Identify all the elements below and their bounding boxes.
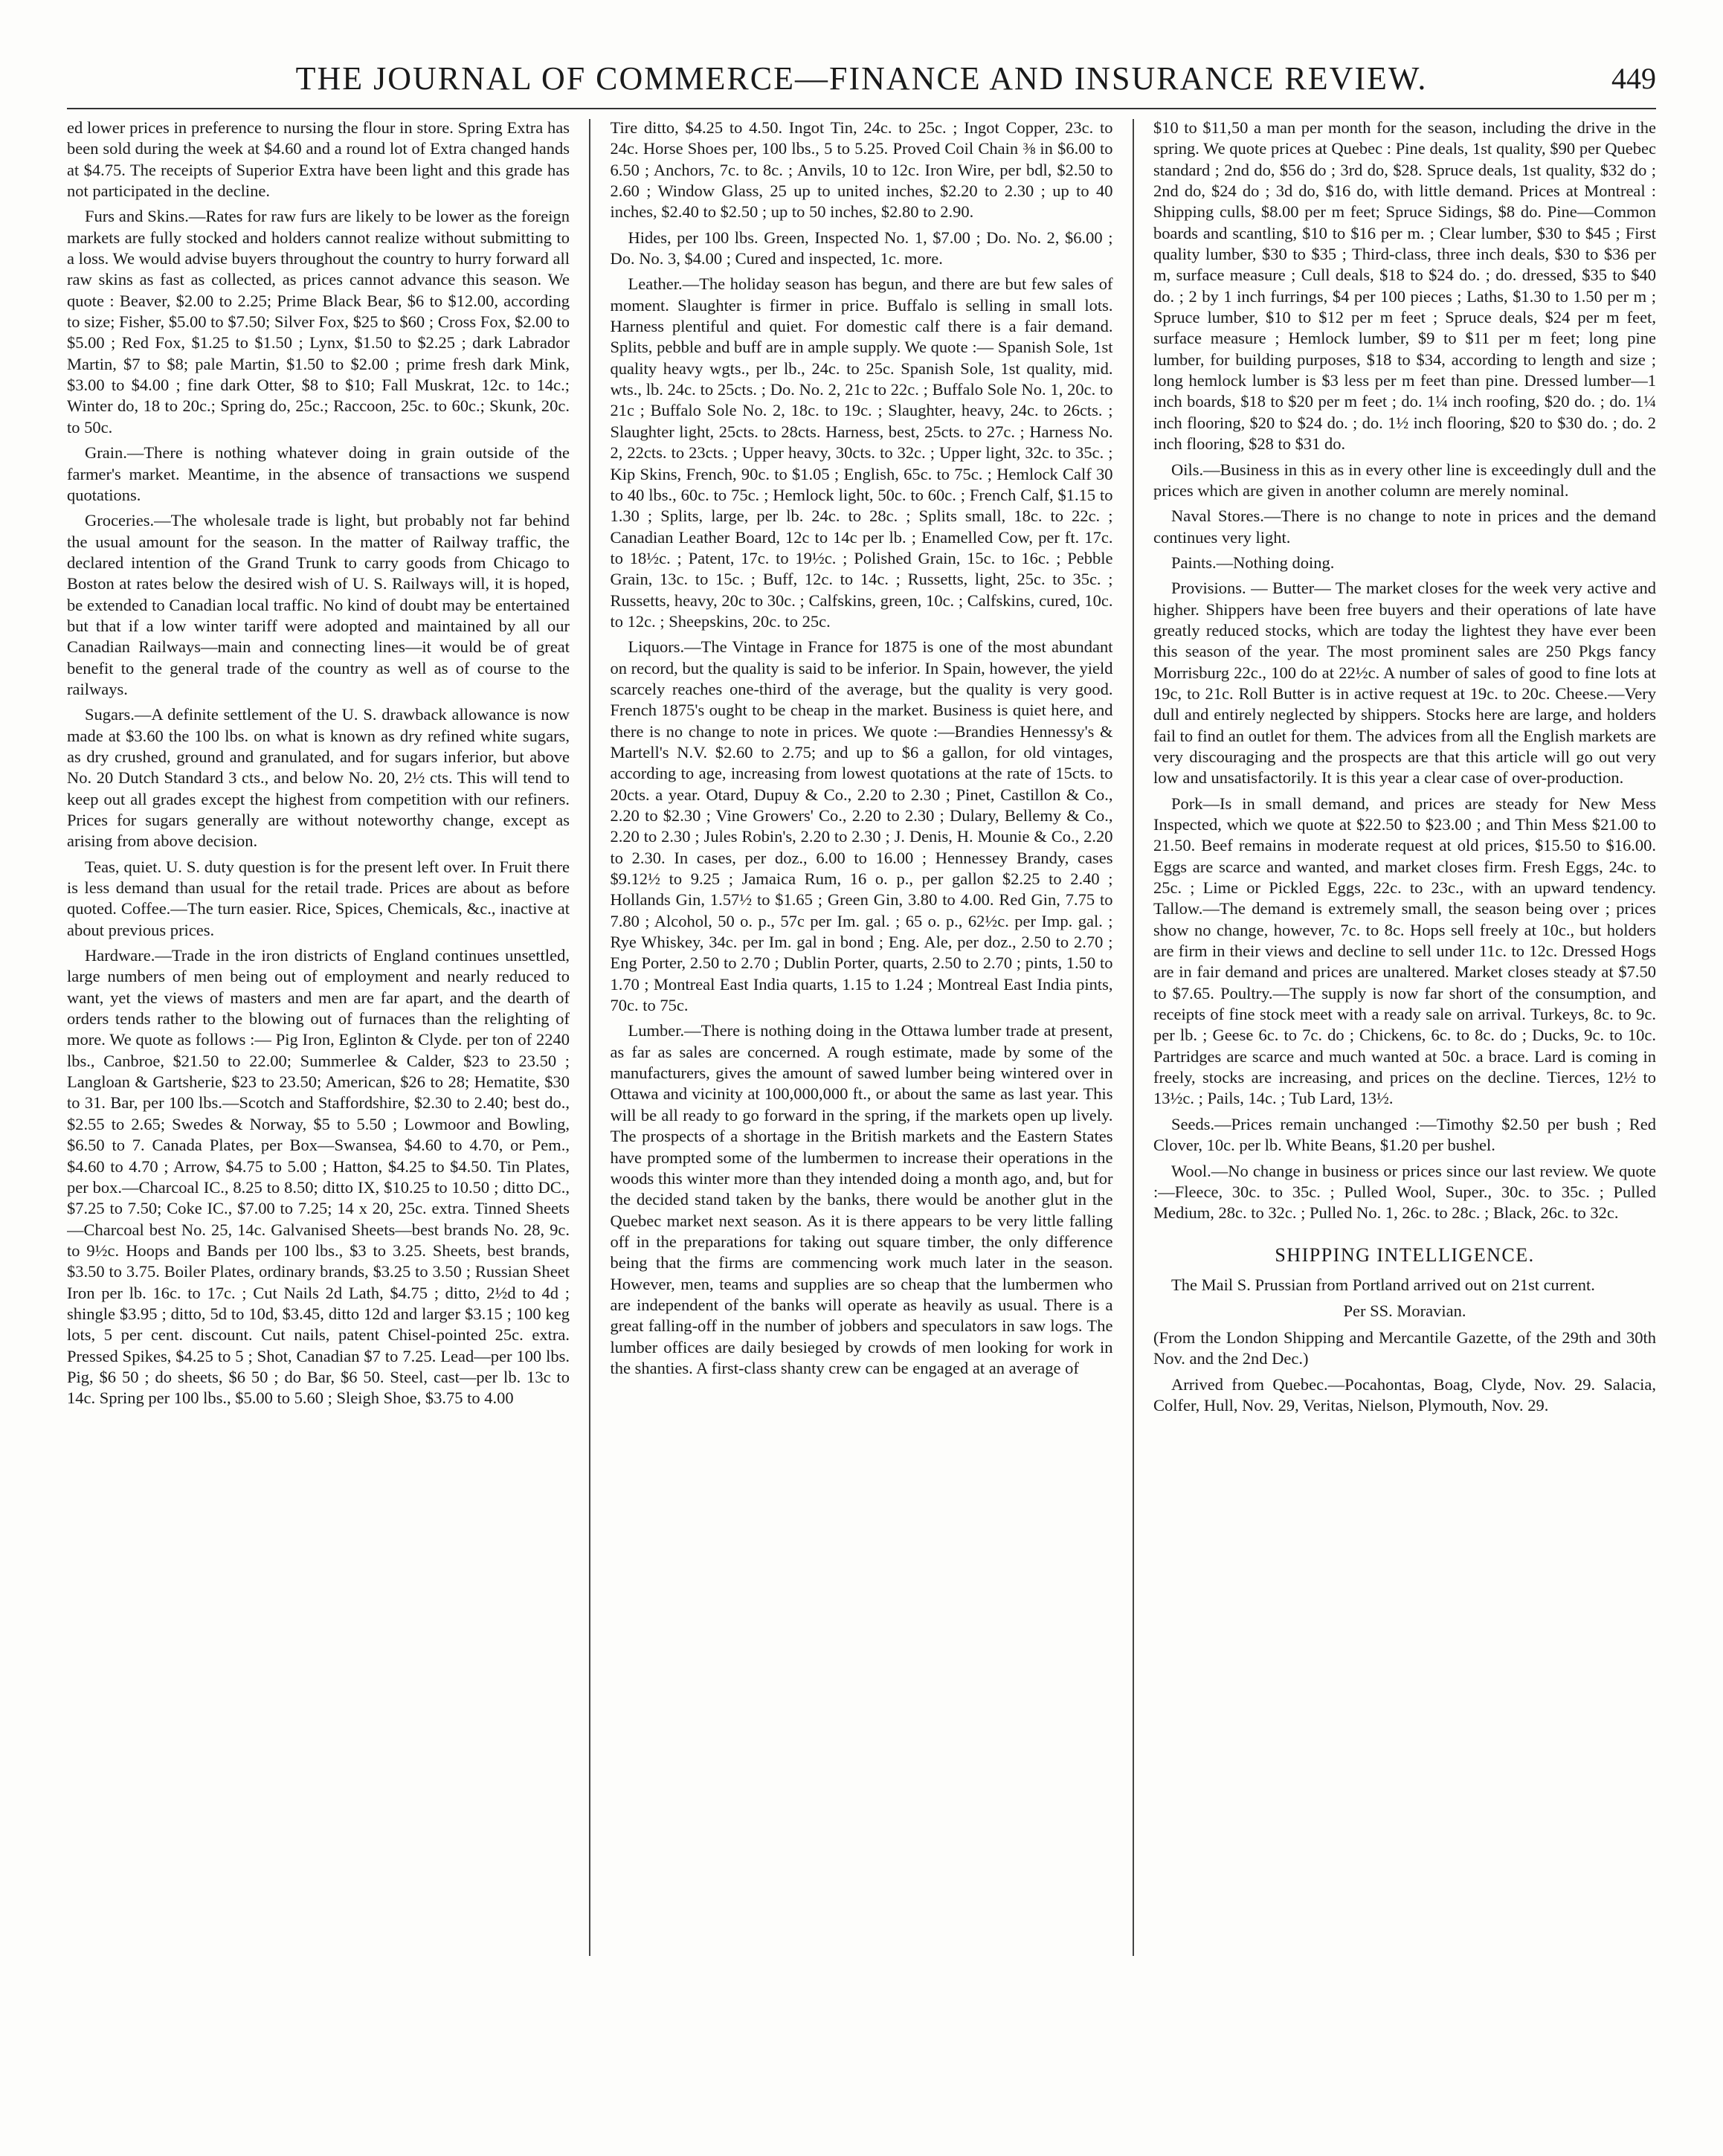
paragraph-sugars: Sugars.—A definite settlement of the U. S. drawback allowance is now made at $3.60 the 100 lbs. on what is known as dry refined white sugars, as dry crushed, ground and granulated, and for sugars inferior, but above No. 20 Dutch Standard 3 cts., and below No. 20, 2½ cts. This will tend to keep out all grades except the highest from competition with our refiners. Prices for sugars generally are without noteworthy change, except as arising from above decision. xyxy=(67,705,570,851)
paragraph-hides: Hides, per 100 lbs. Green, Inspected No. 1, $7.00 ; Do. No. 2, $6.00 ; Do. No. 3, $4.00 ; Cured and inspected, 1c. more. xyxy=(610,228,1113,268)
paragraph-grain: Grain.—There is nothing whatever doing in grain outside of the farmer's market. Meantime, in the absence of transactions we suspend quotations. xyxy=(67,443,570,504)
paragraph-provisions: Provisions. — Butter— The market closes for the week very active and higher. Shippers have been free buyers and their operations of late have greatly reduced stocks, which are today the lightest they have ever been this season of the year. The most prominent sales are 250 Pkgs fancy Morrisburg 22c., 100 do at 22½c. A number of sales of good to fine lots at 19c, to 21c. Roll Butter is in active request at 19c. to 20c. Cheese.—Very dull and entirely neglected by shippers. Stocks here are large, and holders fail to find an outlet for them. The advices from all the English markets are very discouraging and the prospects are that this article will go out very low and unsatisfactorily. It is this year a clear case of over-production. xyxy=(1153,579,1656,788)
shipping-per-ship: Per SS. Moravian. xyxy=(1343,1301,1466,1320)
article-columns xyxy=(67,118,1656,2051)
paragraph-wool: Wool.—No change in business or prices since our last review. We quote :—Fleece, 30c. to 35c. ; Pulled Wool, Super., 30c. to 35c. ; Pulled Medium, 28c. to 32c. ; Pulled No. 1, 26c. to 28c. ; Black, 26c. to 32c. xyxy=(1153,1161,1656,1223)
paragraph-pork: Pork—Is in small demand, and prices are steady for New Mess Inspected, which we quote at $22.50 to $23.00 ; and Thin Mess $21.00 to 21.50. Beef remains in moderate request at old prices, $15.50 to $16.00. Eggs are scarce and wanted, and market closes firm. Fresh Eggs, 24c. to 25c. ; Lime or Pickled Eggs, 22c. to 23c., with an upward tendency. Tallow.—The demand is extremely small, the season being over ; prices show no change, however, 7c. to 8c. Hops sell freely at 10c., but holders are firm in their views and decline to sell under 11c. to 12c. Dressed Hogs are in fair demand and prices are unaltered. Market closes steady at $7.50 to $7.65. Poultry.—The supply is now far short of the consumption, and receipts of fine stock meet with a ready sale on arrival. Turkeys, 8c. to 9c. per lb. ; Geese 6c. to 7c. do ; Chickens, 6c. to 8c. do ; Ducks, 9c. to 10c. Partridges are scarce and much wanted at 50c. a brace. Lard is coming in freely, stocks are increasing, and prices on the decline. Tierces, 12½ to 13½c. ; Pails, 14c. ; Tub Lard, 13½. xyxy=(1153,794,1656,1108)
paragraph-seeds: Seeds.—Prices remain unchanged :—Timothy $2.50 per bush ; Red Clover, 10c. per lb. White Beans, $1.20 per bushel. xyxy=(1153,1114,1656,1155)
column-divider xyxy=(1133,119,1134,1956)
paragraph-paints: Paints.—Nothing doing. xyxy=(1171,553,1335,572)
header-rule xyxy=(67,108,1656,109)
shipping-intro: The Mail S. Prussian from Portland arrived out on 21st current. xyxy=(1171,1275,1595,1295)
paragraph-liquors: Liquors.—The Vintage in France for 1875 is one of the most abundant on record, but the quality is said to be inferior. In Spain, however, the yield scarcely reaches one-third of the average, but the quality is very good. French 1875's ought to be cheap in the market. Business is quiet here, and there is no change to note in prices. We quote :—Brandies Hennessy's & Martell's N.V. $2.60 to 2.75; and up to $6 a gallon, for old vintages, according to age, increasing from lowest quotations at the rate of 15cts. to 20cts. a year. Otard, Dupuy & Co., 2.20 to 2.30 ; Pinet, Castillon & Co., 2.20 to $2.30 ; Vine Growers' Co., 2.20 to 2.30 ; Dulary, Bellemy & Co., 2.20 to 2.30 ; Jules Robin's, 2.20 to 2.30 ; J. Denis, H. Mounie & Co., 2.20 to 2.30. In cases, per doz., 6.00 to 16.00 ; Hennessey Brandy, cases $9.12½ to 9.25 ; Jamaica Rum, 16 o. p., per gallon $2.25 to 2.40 ; Hollands Gin, 1.57½ to $1.65 ; Green Gin, 3.80 to 4.00. Red Gin, 7.75 to 7.80 ; Alcohol, 50 o. p., 57c per Im. gal. ; 65 o. p., 62½c. per Imp. gal. ; Rye Whiskey, 34c. per Im. gal in bond ; Eng. Ale, per doz., 2.50 to 2.70 ; Eng Porter, 2.50 to 2.70 ; Dublin Porter, quarts, 2.50 to 2.70 ; pints, 1.50 to 1.70 ; Montreal East India quarts, 1.15 to 1.24 ; Montreal East India pints, 70c. to 75c. xyxy=(610,637,1113,1015)
paragraph-hardware-continued: Tire ditto, $4.25 to 4.50. Ingot Tin, 24c. to 25c. ; Ingot Copper, 23c. to 24c. Horse Shoes per, 100 lbs., 5 to 5.25. Proved Coil Chain ⅜ in $6.00 to 6.50 ; Anchors, 7c. to 8c. ; Anvils, 10 to 12c. Iron Wire, per bdl, $2.50 to 2.60 ; Window Glass, 25 up to united inches, $2.20 to 2.30 ; up to 40 inches, $2.40 to $2.50 ; up to 50 inches, $2.80 to 2.90. xyxy=(610,118,1113,222)
paragraph-teas: Teas, quiet. U. S. duty question is for the present left over. In Fruit there is less demand than usual for the retail trade. Prices are about as before quoted. Coffee.—The turn easier. Rice, Spices, Chemicals, &c., inactive at about previous prices. xyxy=(67,857,570,939)
column-divider xyxy=(589,119,590,1956)
paragraph-oils: Oils.—Business in this as in every other line is exceedingly dull and the prices which are given in another column are merely nominal. xyxy=(1153,460,1656,500)
paragraph-flour-continued: ed lower prices in preference to nursing the flour in store. Spring Extra has been sold during the week at $4.60 and a round lot of Extra changed hands at $4.75. The receipts of Superior Extra have been light and this grade has not participated in the decline. xyxy=(67,118,570,201)
paragraph-furs-and-skins: Furs and Skins.—Rates for raw furs are likely to be lower as the foreign markets are fully stocked and holders cannot realize without submitting to a loss. We would advise buyers throughout the country to hurry forward all raw skins as fast as collected, as prices cannot advance this season. We quote : Beaver, $2.00 to 2.25; Prime Black Bear, $6 to $12.00, according to size; Fisher, $5.00 to $7.50; Silver Fox, $25 to $60 ; Cross Fox, $2.00 to $5.00 ; Red Fox, $1.25 to $1.50 ; Lynx, $1.50 to $2.25 ; dark Labrador Martin, $7 to $8; pale Martin, $1.50 to $2.00 ; prime fresh dark Mink, $3.00 to $4.00 ; fine dark Otter, $8 to $10; Fall Muskrat, 12c. to 14c.; Winter do, 18 to 20c.; Spring do, 25c.; Raccoon, 25c. to 60c.; Skunk, 20c. to 50c. xyxy=(67,207,570,437)
paragraph-hardware: Hardware.—Trade in the iron districts of England continues unsettled, large numbers of men being out of employment and nearly reduced to want, yet the views of masters and men are far apart, and the dearth of orders tends rather to the blowing out of furnaces than the relighting of more. We quote as follows :— Pig Iron, Eglinton & Clyde. per ton of 2240 lbs., Canbroe, $21.50 to 22.00; Summerlee & Calder, $23 to 23.50 ; Langloan & Gartsherie, $23 to 23.50; American, $26 to 28; Hematite, $30 to 31. Bar, per 100 lbs.—Scotch and Staffordshire, $2.30 to 2.40; best do., $2.55 to 2.65; Swedes & Norway, $5 to 5.50 ; Lowmoor and Bowling, $6.50 to 7. Canada Plates, per Box—Swansea, $4.60 to 4.70, or Pem., $4.60 to 4.70 ; Arrow, $4.75 to 5.00 ; Hatton, $4.25 to $4.50. Tin Plates, per box.—Charcoal IC., 8.25 to 8.50; ditto IX, $10.25 to 10.50 ; ditto DC., $7.25 to 7.50; Coke IC., $7.00 to 7.25; 14 x 20, 25c. extra. Tinned Sheets—Charcoal best No. 25, 14c. Galvanised Sheets—best brands No. 28, 9c. to 9½c. Hoops and Bands per 100 lbs., $3 to 3.25. Sheets, best brands, $3.50 to 3.75. Boiler Plates, ordinary brands, $3.25 to 3.50 ; Russian Sheet Iron per lb. 16c. to 17c. ; Cut Nails 2d Lath, $4.75 ; ditto, 2½d to 4d ; shingle $3.95 ; ditto, 5d to 10d, $3.45, ditto 12d and larger $3.15 ; 100 keg lots, 5 per cent. discount. Cut nails, patent Chisel-pointed 25c. extra. Pressed Spikes, $4.25 to 5 ; Shot, Canadian $7 to 7.25. Lead—per 100 lbs. Pig, $6 50 ; do sheets, $6 50 ; do Bar, $6 50. Steel, cast—per lb. 13c to 14c. Spring per 100 lbs., $5.00 to 5.60 ; Sleigh Shoe, $3.75 to 4.00 xyxy=(67,946,570,1408)
column-left xyxy=(67,118,570,2051)
shipping-heading: SHIPPING INTELLIGENCE. xyxy=(1275,1243,1535,1266)
running-head xyxy=(67,52,1656,104)
shipping-arrived: Arrived from Quebec.—Pocahontas, Boag, Clyde, Nov. 29. Salacia, Colfer, Hull, Nov. 29, Veritas, Nielson, Plymouth, Nov. 29. xyxy=(1153,1374,1656,1415)
journal-title: THE JOURNAL OF COMMERCE—FINANCE AND INSURANCE REVIEW. xyxy=(295,59,1428,97)
page-number: 449 xyxy=(1611,62,1656,95)
shipping-source: (From the London Shipping and Mercantile Gazette, of the 29th and 30th Nov. and the 2nd Dec.) xyxy=(1153,1328,1656,1368)
column-right xyxy=(1153,118,1656,2051)
paragraph-leather: Leather.—The holiday season has begun, and there are but few sales of moment. Slaughter is firmer in price. Buffalo is selling in small lots. Harness plentiful and quiet. For domestic calf there is a fair demand. Splits, pebble and buff are in ample supply. We quote :— Spanish Sole, 1st quality heavy wgts., per lb., 24c. to 25c. Spanish Sole, 1st quality, mid. wts., lb. 24c. to 25cts. ; Do. No. 2, 21c to 22c. ; Buffalo Sole No. 1, 20c. to 21c ; Buffalo Sole No. 2, 18c. to 19c. ; Slaughter, heavy, 24c. to 26cts. ; Slaughter light, 25cts. to 28cts. Harness, best, 25cts. to 27c. ; Harness No. 2, 22cts. to 23cts. ; Upper heavy, 30cts. to 32c. ; Upper light, 32c. to 35c. ; Kip Skins, French, 90c. to $1.05 ; English, 65c. to 75c. ; Hemlock Calf 30 to 40 lbs., 60c. to 75c. ; Hemlock light, 50c. to 60c. ; French Calf, $1.15 to 1.30 ; Splits, large, per lb. 24c. to 28c. ; Splits small, 18c. to 22c. ; Canadian Leather Board, 12c to 14c per lb. ; Enamelled Cow, per ft. 17c. to 18½c. ; Patent, 17c. to 19½c. ; Polished Grain, 15c. to 16c. ; Pebble Grain, 13c. to 15c. ; Buff, 12c. to 14c. ; Russetts, light, 25c. to 35c. ; Russetts, heavy, 20c to 30c. ; Calfskins, green, 10c. ; Calfskins, cured, 10c. to 12c. ; Sheepskins, 20c. to 25c. xyxy=(610,274,1113,631)
column-middle xyxy=(611,118,1113,2051)
paragraph-naval-stores: Naval Stores.—There is no change to note in prices and the demand continues very light. xyxy=(1153,506,1656,547)
paragraph-groceries: Groceries.—The wholesale trade is light, but probably not far behind the usual amount for the season. In the matter of Railway traffic, the declared intention of the Grand Trunk to carry goods from Chicago to Boston at rates below the desired wish of U. S. Railways will, it is hoped, be extended to Canadian local traffic. No kind of doubt may be entertained but that if a low winter tariff were adopted and maintained by all our Canadian Railways—main and connecting lines—it would be of great benefit to the general trade of the country as well as of course to the railways. xyxy=(67,511,570,698)
paragraph-lumber: Lumber.—There is nothing doing in the Ottawa lumber trade at present, as far as sales are concerned. A rough estimate, made by some of the manufacturers, gives the amount of sawed lumber being wintered over in Ottawa and vicinity at 100,000,000 ft., or about the same as last year. This will be all ready to go forward in the spring, if the markets open up lively. The prospects of a shortage in the British markets and the Eastern States have prompted some of the lumbermen to increase their operations in the woods this winter more than they intended doing a month ago, and, but for the decided stand taken by the banks, there would be another glut in the Quebec market next season. As it is there appears to be very little falling off in the preparations for taking out square timber, the only difference being that the firms are commencing work much later in the season. However, men, teams and supplies are so cheap that the lumbermen who are independent of the banks will operate as heavily as usual. There is a great falling-off in the number of jobbers and speculators in saw logs. The lumber offices are daily besieged by crowds of men looking for work in the shanties. A first-class shanty crew can be engaged at an average of xyxy=(610,1021,1113,1377)
paragraph-lumber-continued: $10 to $11,50 a man per month for the season, including the drive in the spring. We quote prices at Quebec : Pine deals, 1st quality, $90 per Quebec standard ; 2nd do, $56 do ; 3rd do, $28. Spruce deals, 1st quality, $32 do ; 2nd do, $24 do ; 3d do, $16 do, with little demand. Prices at Montreal : Shipping culls, $8.00 per m feet; Spruce Sidings, $8 do. Pine—Common boards and scantling, $10 to $16 per m. ; Clear lumber, $30 to $45 ; First quality lumber, $30 to $35 ; Third-class, three inch deals, $30 to $36 per m, surface measure ; Cull deals, $18 to $24 do. ; do. dressed, $35 to $40 do. ; 2 by 1 inch furrings, $4 per 100 pieces ; Laths, $1.30 to 1.50 per m ; Spruce lumber, $10 to $12 per m feet ; Spruce deals, $24 per m feet, surface measure ; Hemlock lumber, $9 to $11 per m feet; long pine lumber, for building purposes, $18 to $34, according to length and size ; long hemlock lumber is $3 less per m feet than pine. Dressed lumber—1 inch boards, $18 to $20 per m feet ; do. 1¼ inch roofing, $20 do. ; do. 1¼ inch flooring, $20 to $24 do. ; do. 1½ inch flooring, $20 to $30 do. ; do. 2 inch flooring, $28 to $31 do. xyxy=(1153,118,1656,454)
